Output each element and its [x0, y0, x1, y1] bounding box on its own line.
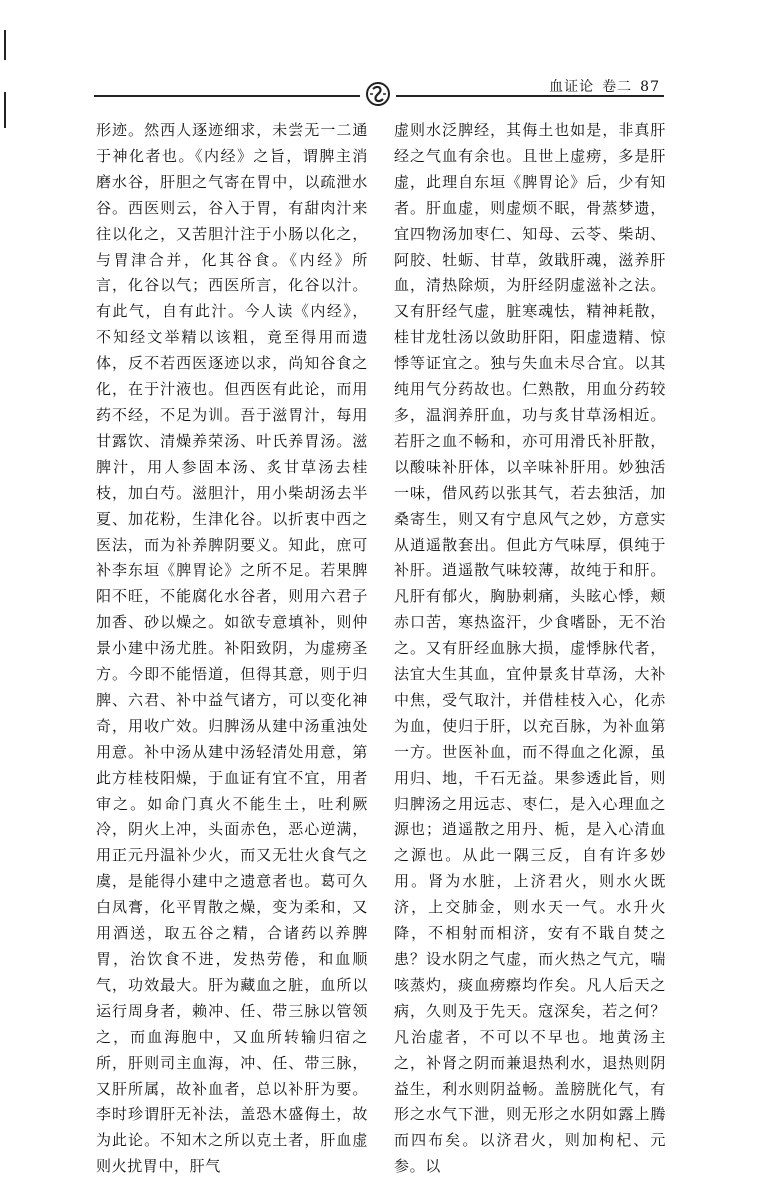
scan-edge-mark	[4, 30, 6, 60]
header-volume: 卷二	[602, 79, 633, 95]
running-header	[520, 76, 660, 96]
header-section-title: 血证论	[549, 79, 595, 95]
scan-edge-mark	[4, 92, 6, 122]
text-column-left	[96, 118, 368, 1180]
right-column-text: 虚则水泛脾经，其侮土也如是，非真肝经之气血有余也。且世上虚痨，多是肝虚，此理自东垣《脾胃论》后，少有知者。肝血虚，则虚烦不眠，骨蒸梦遗，宜四物汤加枣仁、知母、云苓、柴胡、阿胶、牡蛎、甘草，敛戢肝魂，滋养肝血，清热除烦，为肝经阴虚滋补之法。又有肝经气虚，脏寒魂怯，精神耗散，桂甘龙牡汤以敛助肝阳，阳虚遗精、惊悸等证宜之。独与失血未尽合宜。以其纯用气分药故也。仁熟散，用血分药较多，温润养肝血，功与炙甘草汤相近。若肝之血不畅和，亦可用滑氏补肝散，以酸味补肝体，以辛味补肝用。妙独活一味，借风药以张其气，若去独活，加桑寄生，则又有宁息风气之妙，方意实从逍遥散套出。但此方气味厚，俱纯于补肝。逍遥散气味较薄，故纯于和肝。凡肝有郁火，胸胁刺痛，头眩心悸，颊赤口苦，寒热盗汗，少食嗜卧，无不治之。又有肝经血脉大损，虚悸脉代者，法宜大生其血，宜仲景炙甘草汤，大补中焦，受气取汁，并借桂枝入心，化赤为血，使归于肝，以充百脉，为补血第一方。世医补血，而不得血之化源，虽用归、地，千石无益。果参透此旨，则归脾汤之用远志、枣仁，是入心理血之源也；逍遥散之用丹、栀，是入心清血之源也。从此一隅三反，自有许多妙用。肾为水脏，上济君火，则水火既济，上交肺金，则水天一气。水升火降，不相射而相济，安有不戢自焚之患？设水阴之气虚，而火热之气亢，喘咳蒸灼，痰血痨瘵均作矣。凡人后天之病，久则及于先天。寇深矣，若之何？凡治虚者，不可以不早也。地黄汤主之，补肾之阴而兼退热利水，退热则阴益生，利水则阴益畅。盖膀胱化气，有形之水气下泄，则无形之水阴如露上腾而四布矣。以济君火，则加枸杞、元参。以	[394, 121, 666, 1176]
left-column-text: 形迹。然西人逐迹细求，未尝无一二通于神化者也。《内经》之旨，谓脾主消磨水谷，肝胆之气寄在胃中，以疏泄水谷。西医则云，谷入于胃，有甜肉汁来往以化之，又苦胆汁注于小肠以化之，与胃津合并，化其谷食。《内经》所言，化谷以气；西医所言，化谷以汁。有此气，自有此汁。今人读《内经》，不知经文举精以该粗，竟至得用而遗体，反不若西医逐迹以求，尚知谷食之化，在于汁液也。但西医有此论，而用药不经，不足为训。吾于滋胃汁，每用甘露饮、清燥养荣汤、叶氏养胃汤。滋脾汁，用人参固本汤、炙甘草汤去桂枝，加白芍。滋胆汁，用小柴胡汤去半夏、加花粉，生津化谷。以折衷中西之医法，而为补养脾阴要义。知此，庶可补李东垣《脾胃论》之所不足。若果脾阳不旺，不能腐化水谷者，则用六君子加香、砂以燥之。如欲专意填补，则仲景小建中汤尤胜。补阳致阴，为虚痨圣方。今即不能悟道，但得其意，则于归脾、六君、补中益气诸方，可以变化神奇，用收广效。归脾汤从建中汤重浊处用意。补中汤从建中汤轻清处用意，第此方桂枝阳燥，于血证有宜不宜，用者审之。如命门真火不能生土，吐利厥冷，阴火上冲，头面赤色，恶心逆满，用正元丹温补少火，而又无壮火食气之虞，是能得小建中之遗意者也。葛可久白凤膏，化平胃散之燥，变为柔和，又用酒送，取五谷之精，合诸药以养脾胃，治饮食不进，发热劳倦，和血顺气，功效最大。肝为藏血之脏，血所以运行周身者，赖冲、任、带三脉以管领之，而血海胞中，又血所转输归宿之所，肝则司主血海，冲、任、带三脉，又肝所属，故补血者，总以补肝为要。李时珍谓肝无补法，盖恐木盛侮土，故为此论。不知木之所以克土者，肝血虚则火扰胃中，肝气	[96, 121, 368, 1176]
seal-ornament-icon	[364, 80, 392, 108]
scan-edge-mark	[4, 122, 6, 128]
page-number: 87	[640, 79, 660, 95]
text-column-right	[394, 118, 666, 1180]
header-rule-left	[94, 95, 360, 97]
